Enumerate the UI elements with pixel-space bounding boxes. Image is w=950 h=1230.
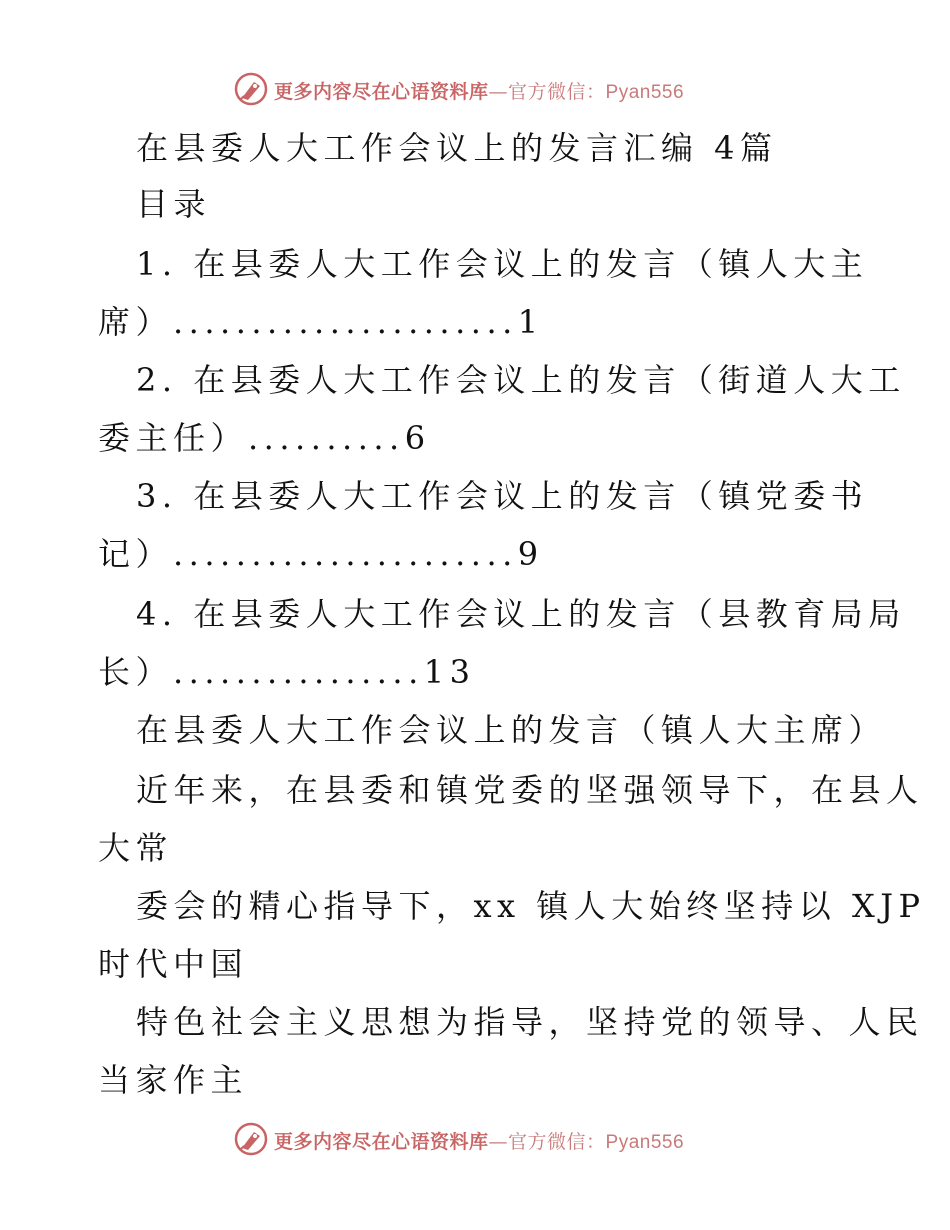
watermark-dash: —: [488, 81, 509, 103]
paragraph-3-line2: 当家作主: [98, 1061, 249, 1099]
toc-entry-3-line2: 记）......................9: [98, 535, 544, 573]
toc-entry-4-line2: 长）................13: [98, 653, 476, 691]
toc-entry-4-line1: 4. 在县委人大工作会议上的发言（县教育局局: [136, 595, 906, 633]
toc-entry-1-line1: 1. 在县委人大工作会议上的发言（镇人大主: [136, 245, 869, 283]
watermark-wechat-id: Pyan556: [605, 82, 685, 103]
paragraph-3-line1: 特色社会主义思想为指导，坚持党的领导、人民: [136, 1003, 924, 1041]
paragraph-2-line2: 时代中国: [98, 945, 249, 983]
toc-entry-1-line2: 席）......................1: [98, 303, 544, 341]
toc-entry-2-line2: 委主任）..........6: [98, 419, 431, 457]
toc-entry-2-line1: 2. 在县委人大工作会议上的发言（街道人大工: [136, 361, 906, 399]
paragraph-1-line1: 近年来，在县委和镇党委的坚强领导下，在县人: [136, 771, 924, 809]
watermark-main-text: 更多内容尽在心语资料库: [274, 1131, 489, 1153]
section-title: 在县委人大工作会议上的发言（镇人大主席）: [136, 711, 887, 749]
header-watermark-banner: [0, 70, 950, 110]
toc-heading: 目录: [136, 185, 212, 223]
watermark-text: [274, 77, 684, 104]
watermark-wechat-label: 官方微信：: [508, 1131, 606, 1153]
watermark-text: [274, 1127, 684, 1154]
footer-watermark-banner: [0, 1120, 950, 1160]
document-title: 在县委人大工作会议上的发言汇编 4篇: [136, 129, 778, 167]
toc-entry-3-line1: 3. 在县委人大工作会议上的发言（镇党委书: [136, 477, 869, 515]
pen-nib-seal-icon: [234, 1122, 268, 1156]
paragraph-2-line1: 委会的精心指导下，xx 镇人大始终坚持以 XJP: [136, 887, 926, 925]
pen-nib-seal-icon: [234, 72, 268, 106]
watermark-main-text: 更多内容尽在心语资料库: [274, 81, 489, 103]
watermark-wechat-id: Pyan556: [605, 1132, 685, 1153]
watermark-wechat-label: 官方微信：: [508, 81, 606, 103]
paragraph-1-line2: 大常: [98, 829, 174, 867]
watermark-dash: —: [488, 1131, 509, 1153]
